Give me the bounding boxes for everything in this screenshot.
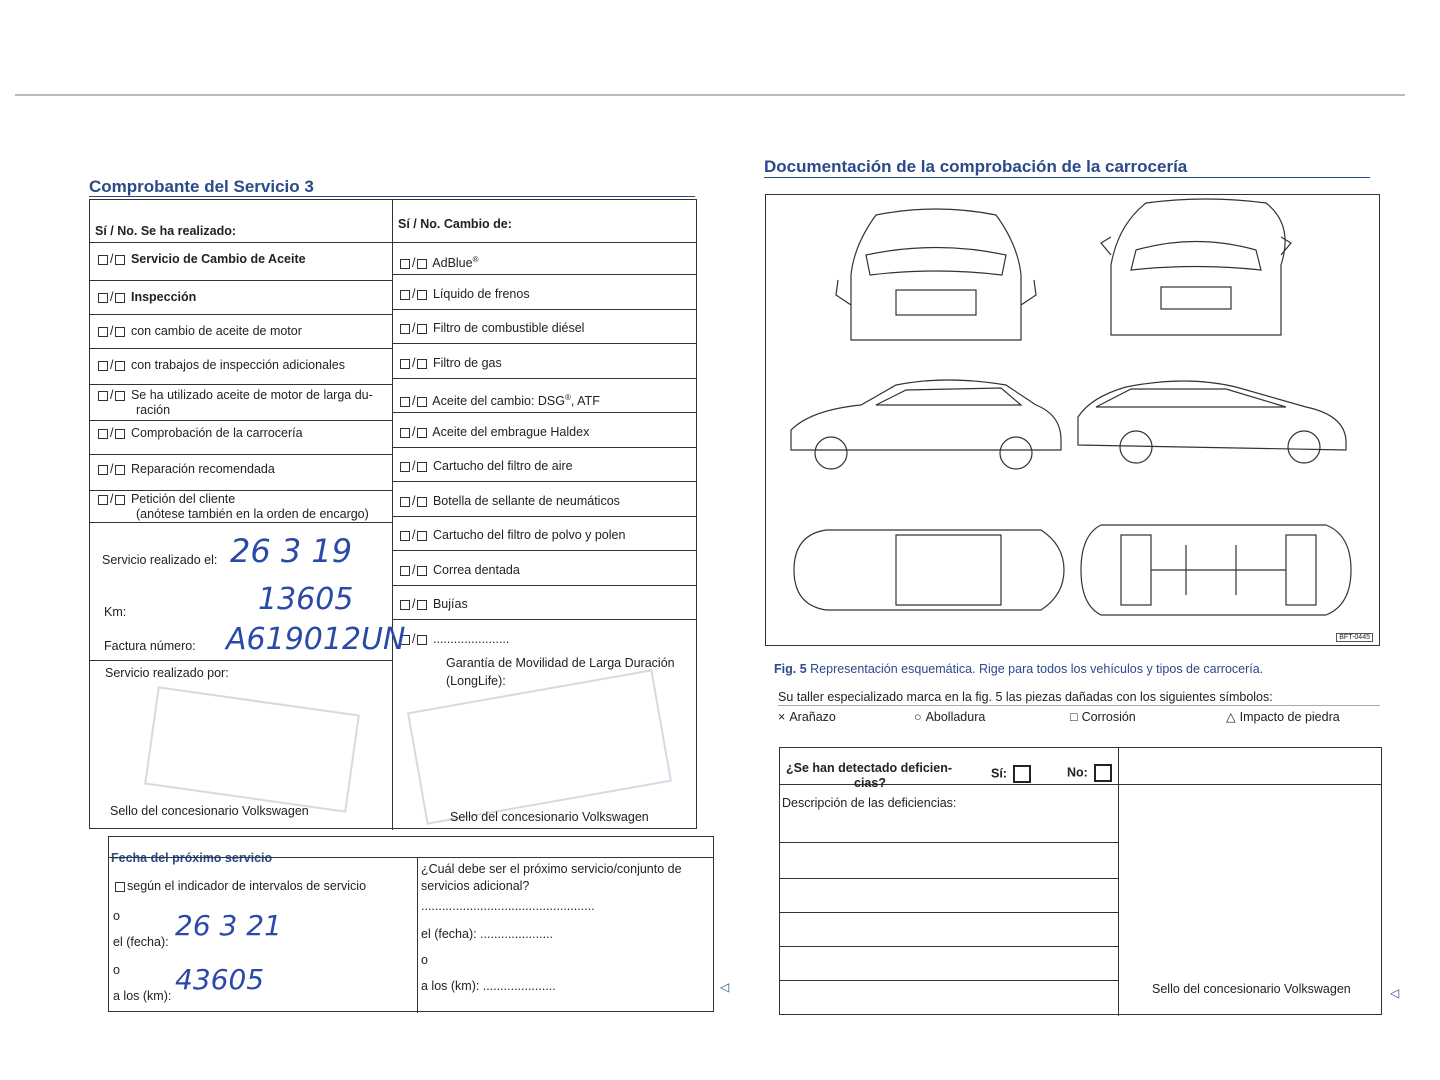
deficiencias-question-2: cias?: [854, 776, 886, 790]
realizado-por-label: Servicio realizado por:: [105, 666, 229, 680]
col2-row-label: Cartucho del filtro de polvo y polen: [432, 528, 626, 542]
fig-caption: Representación esquemática. Rige para todos los vehículos y tipos de carrocería.: [810, 662, 1264, 676]
km-handwritten: 13605: [258, 582, 354, 617]
service-table: [89, 199, 697, 829]
col2-row: / Cartucho del filtro de polvo y polen: [398, 528, 625, 543]
no-checkbox[interactable]: [417, 531, 427, 541]
yes-checkbox[interactable]: [400, 359, 410, 369]
col2-row: / Bujías: [398, 597, 468, 612]
page-top-edge: [15, 94, 1405, 96]
servicio-fecha-label: Servicio realizado el:: [102, 553, 218, 567]
col1-row: / Reparación recomendada: [96, 462, 275, 477]
yes-checkbox[interactable]: [98, 429, 108, 439]
servicio-fecha-handwritten: 26 3 19: [230, 532, 353, 570]
col2-row-label: Bujías: [432, 597, 468, 611]
damage-symbol-icon: ×: [778, 710, 786, 724]
damage-symbol-item: [914, 710, 985, 725]
deficiencias-question: ¿Se han detectado deficien-: [786, 761, 953, 775]
yes-checkbox[interactable]: [400, 290, 410, 300]
yes-checkbox[interactable]: [98, 391, 108, 401]
car-side-view-left: [791, 380, 1061, 469]
sello-label-2: Sello del concesionario Volkswagen: [450, 810, 649, 824]
next-o-1: o: [113, 909, 120, 923]
damage-symbol-label: Arañazo: [789, 710, 836, 724]
col2-row-label: Filtro de combustible diésel: [432, 321, 585, 335]
yes-checkbox[interactable]: [98, 327, 108, 337]
next-km-label: a los (km):: [113, 989, 172, 1003]
no-label: No:: [1067, 765, 1088, 780]
factura-label: Factura número:: [104, 639, 196, 653]
no-checkbox[interactable]: [115, 495, 125, 505]
next-fecha-handwritten: 26 3 21: [175, 909, 282, 942]
yes-checkbox[interactable]: [400, 497, 410, 507]
right-title-rule: [764, 177, 1370, 178]
next-service-title: Fecha del próximo servicio: [111, 851, 273, 865]
no-checkbox[interactable]: [417, 290, 427, 300]
no-checkbox[interactable]: [115, 255, 125, 265]
car-rear-view: [836, 209, 1036, 340]
col2-row: / Aceite del embrague Haldex: [398, 425, 589, 440]
no-checkbox[interactable]: [417, 497, 427, 507]
factura-handwritten: A619012UN: [226, 622, 406, 657]
km-label: Km:: [104, 605, 127, 619]
damage-symbol-legend: [778, 710, 1378, 730]
col2-row-label: Líquido de frenos: [432, 287, 530, 301]
damage-symbol-label: Abolladura: [925, 710, 986, 724]
col2-row: / Aceite del cambio: DSG®, ATF: [398, 390, 600, 409]
col2-row-label: ......................: [432, 632, 510, 646]
col1-row: / Comprobación de la carrocería: [96, 426, 303, 441]
no-checkbox[interactable]: [115, 293, 125, 303]
page-turn-icon-left: ◁: [720, 980, 730, 994]
col2-row: / Filtro de gas: [398, 356, 502, 371]
no-checkbox[interactable]: [417, 635, 427, 645]
next-question-2: servicios adicional?: [421, 879, 530, 893]
no-checkbox[interactable]: [417, 259, 427, 269]
col2-row-label: Aceite del cambio: DSG: [432, 394, 565, 409]
symbols-rule: [778, 705, 1380, 706]
col2-row-label: AdBlue: [432, 256, 473, 271]
no-checkbox[interactable]: [115, 465, 125, 475]
col2-row-label: Aceite del embrague Haldex: [432, 425, 590, 439]
col2-row: / Líquido de frenos: [398, 287, 530, 302]
yes-checkbox[interactable]: [400, 259, 410, 269]
col1-row: / Servicio de Cambio de Aceite: [96, 252, 306, 267]
figure-code: BFT-0445: [1336, 633, 1373, 642]
no-checkbox[interactable]: [417, 600, 427, 610]
next-o-3: o: [421, 953, 428, 967]
sello-label-1: Sello del concesionario Volkswagen: [110, 804, 309, 818]
car-side-view-right: [1078, 381, 1346, 463]
next-service-box: [108, 836, 714, 1012]
yes-checkbox[interactable]: [400, 428, 410, 438]
col1-row: / con cambio de aceite de motor: [96, 324, 302, 339]
no-checkbox[interactable]: [417, 428, 427, 438]
right-page-title: Documentación de la comprobación de la carrocería: [764, 157, 1188, 176]
fig-label: Fig. 5: [774, 662, 807, 676]
garantia-label: Garantía de Movilidad de Larga Duración: [446, 656, 675, 670]
col1-row: / Se ha utilizado aceite de motor de larga du- ración: [96, 388, 373, 418]
next-question-dots: ..................................................: [421, 899, 595, 913]
yes-checkbox[interactable]: [400, 324, 410, 334]
col1-row-label-2: ración: [136, 403, 171, 417]
yes-checkbox[interactable]: [98, 293, 108, 303]
deficiencias-box: [779, 747, 1382, 1015]
col1-row-label: Se ha utilizado aceite de motor de larga du-: [130, 388, 373, 402]
col1-row-label: Petición del cliente: [130, 492, 236, 506]
next-fecha-2: el (fecha): .....................: [421, 927, 553, 941]
symbols-intro: Su taller especializado marca en la fig. 5 las piezas dañadas con los siguientes símbolos:: [778, 690, 1273, 704]
dealer-stamp-faded-2: [407, 669, 672, 825]
yes-checkbox[interactable]: [400, 600, 410, 610]
yes-checkbox[interactable]: [98, 495, 108, 505]
col2-row: / Correa dentada: [398, 563, 520, 578]
dealer-stamp-faded: [144, 686, 360, 812]
no-checkbox[interactable]: [115, 361, 125, 371]
col2-row-label: Botella de sellante de neumáticos: [432, 494, 620, 508]
col1-row: / Petición del cliente (anótese también en la orden de encargo): [96, 492, 369, 522]
col1-row-label: Reparación recomendada: [130, 462, 275, 476]
no-checkbox[interactable]: [115, 429, 125, 439]
col2-row: / Filtro de combustible diésel: [398, 321, 584, 336]
no-checkbox[interactable]: [417, 566, 427, 576]
col1-header: Sí / No. Se ha realizado:: [95, 224, 237, 238]
col2-row-label-after: , ATF: [570, 394, 600, 409]
yes-checkbox[interactable]: [98, 255, 108, 265]
col1-row-label: con trabajos de inspección adicionales: [130, 358, 345, 372]
no-checkbox[interactable]: [1094, 764, 1112, 782]
si-label: Sí:: [991, 766, 1007, 781]
next-fecha-label: el (fecha):: [113, 935, 169, 949]
left-page-title: Comprobante del Servicio 3: [89, 177, 314, 196]
no-checkbox[interactable]: [417, 359, 427, 369]
no-checkbox[interactable]: [417, 324, 427, 334]
col1-row-label-2: (anótese también en la orden de encargo): [136, 507, 369, 521]
col1-row: / Inspección: [96, 290, 196, 305]
col2-row-label: Cartucho del filtro de aire: [432, 459, 573, 473]
col2-row: / ......................: [398, 632, 509, 647]
col1-row-label: con cambio de aceite de motor: [130, 324, 302, 338]
no-checkbox[interactable]: [115, 327, 125, 337]
garantia-label-2: (LongLife):: [446, 674, 506, 688]
car-top-view: [794, 530, 1064, 610]
yes-checkbox[interactable]: [400, 531, 410, 541]
damage-symbol-label: Impacto de piedra: [1239, 710, 1340, 724]
registered-mark: ®: [472, 255, 479, 264]
damage-symbol-item: [778, 710, 836, 725]
damage-symbol-item: [1070, 710, 1136, 725]
car-schematic-svg: [766, 195, 1379, 645]
damage-symbol-icon: ○: [914, 710, 922, 724]
col1-row-label: Servicio de Cambio de Aceite: [130, 252, 306, 266]
car-diagram-figure: [765, 194, 1380, 646]
col2-row-label: Filtro de gas: [432, 356, 502, 370]
yes-checkbox[interactable]: [98, 465, 108, 475]
next-question: ¿Cuál debe ser el próximo servicio/conjunto de: [421, 862, 682, 876]
descripcion-label: Descripción de las deficiencias:: [782, 796, 957, 810]
no-checkbox[interactable]: [417, 462, 427, 472]
left-title-rule: [89, 196, 695, 197]
yes-checkbox[interactable]: [400, 566, 410, 576]
no-checkbox[interactable]: [417, 397, 427, 407]
damage-symbol-item: [1226, 710, 1340, 725]
col2-row: / AdBlue®: [398, 252, 479, 271]
next-o-2: o: [113, 963, 120, 977]
page-turn-icon-right: ◁: [1390, 986, 1400, 1000]
damage-symbol-icon: □: [1070, 710, 1078, 724]
col1-row-label: Inspección: [130, 290, 197, 304]
sello-label-right: Sello del concesionario Volkswagen: [1152, 982, 1351, 996]
car-underbody-view: [1081, 525, 1351, 615]
no-checkbox[interactable]: [115, 391, 125, 401]
yes-checkbox[interactable]: [400, 397, 410, 407]
next-km-handwritten: 43605: [175, 963, 265, 996]
next-segun-label: según el indicador de intervalos de servicio: [127, 879, 367, 893]
damage-symbol-label: Corrosión: [1081, 710, 1136, 724]
col2-header: Sí / No. Cambio de:: [398, 217, 512, 231]
col1-row-label: Comprobación de la carrocería: [130, 426, 303, 440]
next-segun-checkbox[interactable]: [115, 882, 125, 892]
car-front-view: [1101, 199, 1291, 335]
si-checkbox[interactable]: [1013, 765, 1031, 783]
registered-mark: ®: [564, 393, 571, 402]
damage-symbol-icon: △: [1226, 710, 1236, 724]
col2-row: / Botella de sellante de neumáticos: [398, 494, 620, 509]
service-table-divider: [392, 200, 393, 830]
col2-row: / Cartucho del filtro de aire: [398, 459, 573, 474]
next-km-2: a los (km): .....................: [421, 979, 556, 993]
col2-row-label: Correa dentada: [432, 563, 520, 577]
yes-checkbox[interactable]: [400, 462, 410, 472]
col1-row: / con trabajos de inspección adicionales: [96, 358, 345, 373]
yes-checkbox[interactable]: [98, 361, 108, 371]
